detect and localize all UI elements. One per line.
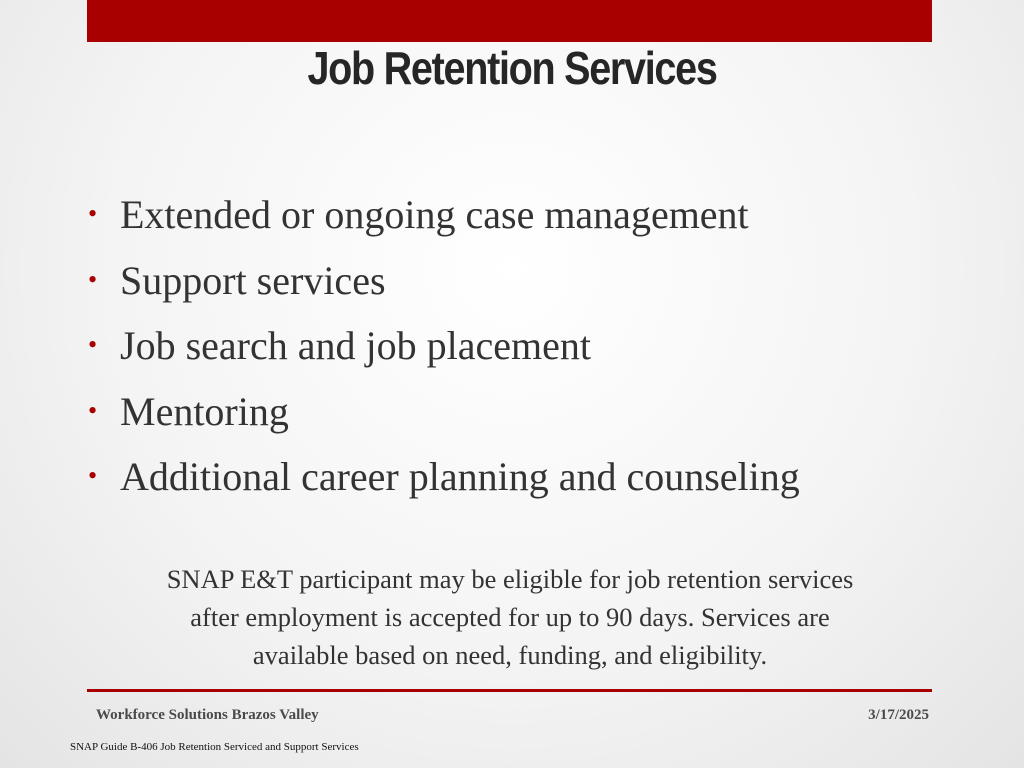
bullet-text: Mentoring <box>120 388 289 434</box>
footer-date: 3/17/2025 <box>868 707 929 723</box>
bullet-icon: • <box>88 330 98 359</box>
bullet-icon: • <box>88 461 98 490</box>
bullet-text: Support services <box>120 257 386 303</box>
bullet-item <box>86 190 966 256</box>
top-accent-bar <box>87 0 932 42</box>
bullet-icon: • <box>88 199 98 228</box>
eligibility-note <box>90 560 930 674</box>
bullet-item <box>86 321 966 387</box>
bullet-text: Additional career planning and counseling <box>120 454 800 499</box>
slide-title: Job Retention Services <box>307 42 717 94</box>
note-line: SNAP E&T participant may be eligible for job retention services <box>166 564 854 594</box>
footer-divider <box>87 689 932 692</box>
bullet-icon: • <box>88 264 98 294</box>
source-citation: SNAP Guide B-406 Job Retention Serviced and Support Services <box>70 741 359 753</box>
note-line: after employment is accepted for up to 90 days. Services are <box>190 602 830 632</box>
bullet-item <box>86 452 966 518</box>
bullet-list <box>86 190 966 518</box>
footer-organization: Workforce Solutions Brazos Valley <box>96 707 319 723</box>
bullet-item <box>86 256 966 322</box>
note-line: available based on need, funding, and eligibility. <box>252 640 768 670</box>
bullet-text: Extended or ongoing case management <box>120 192 749 237</box>
bullet-icon: • <box>88 395 98 425</box>
bullet-text: Job search and job placement <box>120 323 591 368</box>
bullet-item <box>86 387 966 453</box>
